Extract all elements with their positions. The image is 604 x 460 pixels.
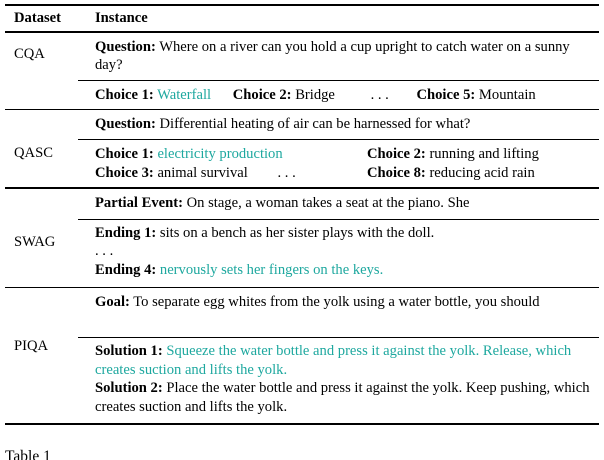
cqa-choice2-label: Choice 2:: [232, 86, 292, 103]
dataset-examples-table: [5, 4, 599, 425]
qasc-choices: [78, 140, 599, 187]
table-header-row: [5, 6, 599, 31]
row-piqa: [5, 288, 599, 423]
piqa-solutions: [78, 338, 599, 423]
qasc-choice8-value: reducing acid rain: [429, 164, 535, 181]
qasc-instance-cell: [78, 110, 599, 187]
swag-ending1-value: sits on a bench as her sister plays with the doll.: [159, 224, 435, 241]
swag-ending1-label: Ending 1:: [95, 224, 157, 241]
qasc-choice8-label: Choice 8:: [367, 164, 426, 181]
cqa-question-label: Question:: [95, 38, 156, 55]
swag-partial-event: [78, 189, 599, 219]
cqa-ellipsis: . . .: [370, 86, 389, 103]
qasc-choices-line2-right: [367, 164, 599, 183]
piqa-goal: [78, 288, 599, 337]
qasc-choice1-label: Choice 1:: [95, 146, 154, 162]
piqa-solution1-label: Solution 1:: [95, 343, 163, 359]
cqa-choices: [78, 81, 599, 109]
dataset-label-cqa: CQA: [14, 45, 45, 62]
qasc-choices-line2-left: [95, 164, 367, 183]
cqa-choice2-value: Bridge: [295, 86, 335, 103]
dataset-label-swag: SWAG: [14, 233, 56, 250]
cqa-question: [78, 33, 599, 80]
row-swag: [5, 189, 599, 287]
piqa-solution1: [95, 342, 599, 379]
qasc-question: [78, 110, 599, 139]
qasc-choices-line2: [95, 164, 599, 183]
swag-ending4-value: nervously sets her fingers on the keys.: [159, 261, 384, 278]
qasc-question-text: Differential heating of air can be harnessed for what?: [159, 116, 471, 132]
cqa-choice5-value: Mountain: [478, 86, 536, 103]
swag-partial-label: Partial Event:: [95, 194, 183, 211]
row-qasc: [5, 110, 599, 187]
swag-ellipsis-line: [95, 242, 599, 261]
swag-endings: [78, 220, 599, 287]
swag-ending4-line: [95, 261, 599, 280]
qasc-ellipsis: . . .: [277, 164, 296, 181]
piqa-solution2-value: Place the water bottle and press it against the yolk. Keep pushing, which creates suction and lifts the yolk.: [95, 380, 590, 415]
qasc-choice2-label: Choice 2:: [367, 146, 426, 162]
cqa-choice5-label: Choice 5:: [416, 86, 476, 103]
piqa-instance-cell: [78, 288, 599, 423]
row-cqa: [5, 33, 599, 109]
dataset-label-qasc: QASC: [14, 145, 53, 161]
piqa-goal-label: Goal:: [95, 294, 130, 310]
swag-ending1-line: [95, 224, 599, 243]
header-dataset: Dataset: [14, 10, 62, 27]
cqa-question-text: Where on a river can you hold a cup upright to catch water on a sunny day?: [95, 38, 570, 73]
swag-ending4-label: Ending 4:: [95, 261, 157, 278]
cqa-instance-cell: [78, 33, 599, 109]
swag-partial-text: On stage, a woman takes a seat at the piano. She: [186, 194, 470, 211]
qasc-choice1-value: electricity production: [157, 146, 283, 162]
bottom-rule: [5, 423, 599, 425]
table-caption: Table 1: [5, 448, 51, 460]
swag-instance-cell: [78, 189, 599, 287]
qasc-choice3-label: Choice 3:: [95, 164, 154, 181]
dataset-label-piqa: PIQA: [14, 338, 49, 354]
qasc-choice3-value: animal survival: [157, 164, 248, 181]
piqa-solution1-value: Squeeze the water bottle and press it against the yolk. Release, which creates suction and lifts the yolk.: [95, 343, 572, 378]
qasc-question-label: Question:: [95, 116, 156, 132]
header-instance: Instance: [95, 10, 148, 27]
cqa-choice1-value: Waterfall: [157, 86, 212, 103]
piqa-solution2: [95, 379, 599, 416]
qasc-choices-line1-left: [95, 145, 367, 164]
qasc-choices-line1: [95, 145, 599, 164]
piqa-goal-text: To separate egg whites from the yolk using a water bottle, you should: [133, 294, 540, 310]
piqa-solution2-label: Solution 2:: [95, 380, 163, 396]
qasc-choices-line1-right: [367, 145, 599, 164]
cqa-choice1-label: Choice 1:: [95, 86, 154, 103]
swag-ellipsis: . . .: [95, 243, 114, 259]
qasc-choice2-value: running and lifting: [429, 146, 539, 162]
